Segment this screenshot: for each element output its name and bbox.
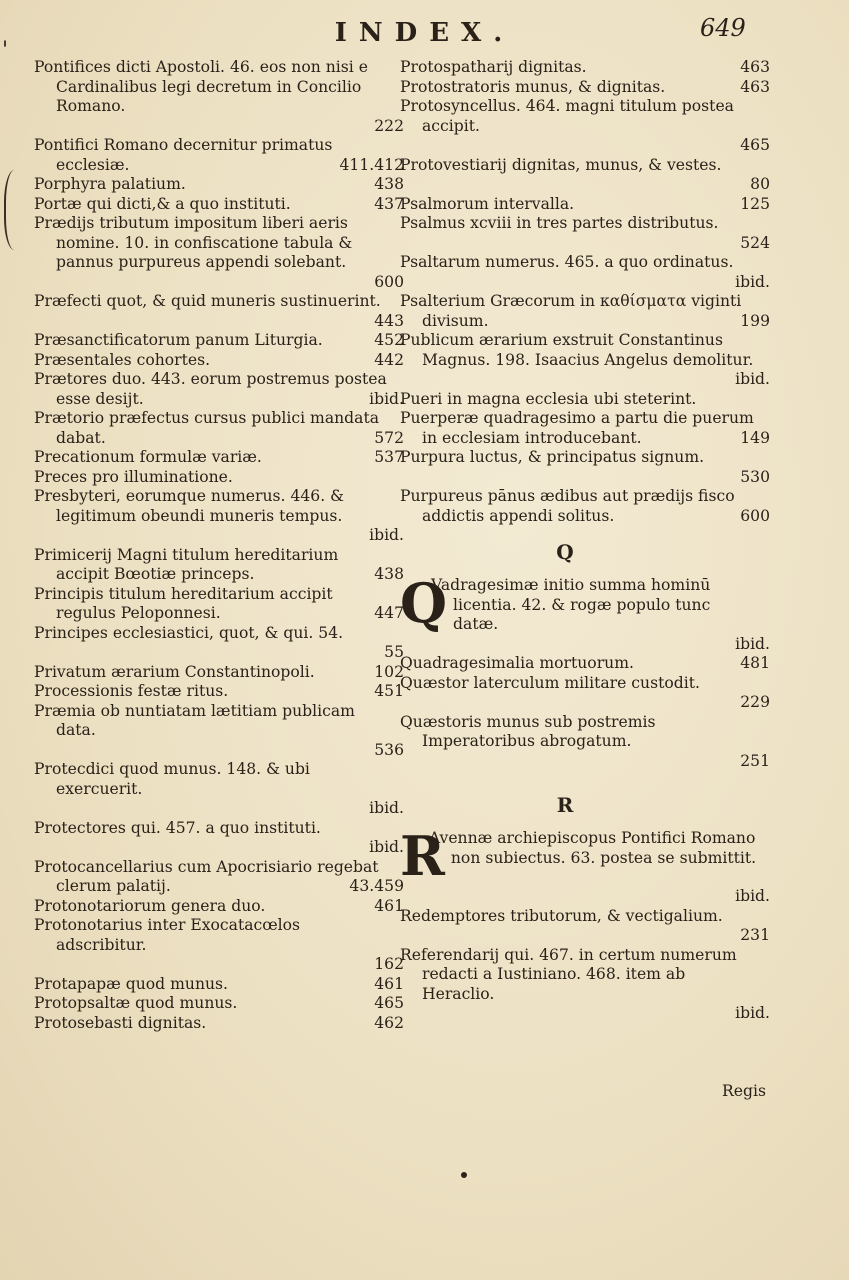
entry-text: Avennæ archiepiscopus Pontifici Romano non subiectus. 63. postea se submittit. — [428, 829, 757, 867]
index-entry — [34, 1014, 404, 1034]
entry-page-ref: 222 — [374, 116, 404, 135]
index-entry — [34, 370, 404, 409]
entry-text: Porphyra palatium. — [34, 175, 186, 193]
entry-text: Protapapæ quod munus. — [34, 974, 229, 993]
index-entry — [34, 546, 404, 585]
left-column — [34, 58, 404, 1033]
entry-page-ref: 149 — [740, 428, 770, 447]
entry-page-ref: ibid. — [735, 634, 770, 653]
entry-text: Puerperæ quadragesimo a partu die puerum in ecclesiam introducebant. — [400, 409, 754, 447]
entry-page-ref: ibid. — [735, 272, 770, 291]
entry-page-ref: ibid. — [735, 370, 770, 388]
index-entry — [400, 654, 770, 674]
margin-mark: ' — [2, 38, 9, 63]
entry-page-ref: 463 — [740, 58, 770, 76]
entry-text: Protecdici quod munus. 148. & ubi exercuerit. — [34, 760, 310, 798]
ink-dot — [461, 1172, 467, 1178]
entry-page-ref: 438 — [374, 175, 404, 193]
entry-page-ref: 199 — [740, 311, 770, 330]
entry-page-ref: 229 — [740, 693, 770, 711]
entry-text: Precationum formulæ variæ. — [34, 448, 262, 466]
entry-page-ref: 461 — [374, 974, 404, 993]
entry-page-ref: 481 — [740, 654, 770, 672]
entry-text: Quæstor laterculum militare custodit. — [400, 673, 700, 692]
entry-page-ref: 411.412 — [339, 155, 404, 174]
entry-text: Protonotariorum genera duo. — [34, 896, 266, 915]
right-column-entries — [400, 58, 770, 526]
index-entry — [34, 897, 404, 917]
index-entry — [34, 175, 404, 195]
index-entry — [34, 624, 404, 663]
entry-text: Prætores duo. 443. eorum postremus postea esse desijt. — [34, 370, 387, 408]
entry-page-ref: 463 — [740, 77, 770, 96]
index-entry — [34, 136, 404, 175]
entry-text: Protospatharij dignitas. — [400, 58, 587, 76]
index-entry — [400, 448, 770, 487]
entry-text: Portæ qui dicti,& a quo instituti. — [34, 194, 291, 213]
entry-page-ref: ibid. — [369, 799, 404, 817]
entry-page-ref: 125 — [740, 194, 770, 213]
entry-page-ref: 537 — [374, 448, 404, 466]
index-entry — [34, 916, 404, 975]
page-number: 649 — [700, 14, 746, 42]
index-entry — [400, 253, 770, 292]
index-entry — [400, 409, 770, 448]
entry-text: Purpureus pānus ædibus aut prædijs fisco addictis appendi solitus. — [400, 487, 735, 525]
index-entry — [34, 682, 404, 702]
entry-page-ref: 231 — [740, 926, 770, 944]
entry-page-ref: 451 — [374, 682, 404, 700]
index-entry — [34, 585, 404, 624]
fold-mark — [4, 170, 30, 250]
index-entry — [400, 97, 770, 156]
entry-text: Psalmorum intervalla. — [400, 194, 575, 213]
entry-page-ref: 524 — [740, 233, 770, 252]
section-letter-q: Q — [556, 540, 574, 564]
entry-page-ref: 55 — [384, 643, 404, 661]
entry-text: Redemptores tributorum, & vectigalium. — [400, 906, 723, 925]
section-q-entries — [400, 571, 770, 771]
entry-page-ref: 443 — [374, 311, 404, 330]
entry-text: Præmia ob nuntiatam lætitiam publicam data. — [34, 701, 355, 739]
index-entry — [400, 674, 770, 713]
drop-initial: R — [400, 824, 445, 888]
right-column — [400, 58, 770, 1024]
index-entry — [400, 331, 770, 390]
index-entry — [400, 390, 770, 410]
index-entry — [34, 331, 404, 351]
index-entry — [400, 824, 770, 907]
entry-text: Protopsaltæ quod munus. — [34, 994, 238, 1012]
entry-page-ref: 102 — [374, 662, 404, 681]
entry-page-ref: ibid. — [369, 838, 404, 856]
index-entry — [400, 713, 770, 772]
entry-text: Quæstoris munus sub postremis Imperatoribus abrogatum. — [400, 712, 656, 750]
index-entry — [34, 214, 404, 292]
entry-text: Principis titulum hereditarium accipit regulus Peloponnesi. — [34, 584, 333, 622]
entry-text: Psalmus xcviii in tres partes distributus. — [400, 214, 719, 232]
entry-page-ref: ibid. — [735, 887, 770, 905]
entry-text: Processionis festæ ritus. — [34, 682, 229, 700]
index-entry — [400, 487, 770, 526]
index-entry — [34, 702, 404, 761]
entry-page-ref: 465 — [374, 994, 404, 1012]
entry-text: Pueri in magna ecclesia ubi steterint. — [400, 389, 697, 408]
entry-page-ref: 80 — [750, 175, 770, 193]
index-entry — [34, 975, 404, 995]
index-entry — [34, 448, 404, 468]
index-entry — [34, 994, 404, 1014]
entry-page-ref: ibid. — [369, 389, 404, 408]
entry-text: Prætorio præfectus cursus publici mandata dabat. — [34, 409, 380, 447]
entry-text: Præsentales cohortes. — [34, 350, 211, 369]
entry-text: Psalterium Græcorum in καθίσματα viginti divisum. — [400, 292, 742, 330]
index-entry — [34, 858, 404, 897]
index-entry — [34, 195, 404, 215]
entry-page-ref: 461 — [374, 896, 404, 915]
entry-text: Protocancellarius cum Apocrisiario regebat clerum palatij. — [34, 857, 379, 895]
entry-text: Vadragesimæ initio summa hominū licentia. 42. & rogæ populo tunc datæ. — [431, 576, 711, 633]
entry-page-ref: 438 — [374, 565, 404, 583]
index-entry — [34, 468, 404, 488]
entry-page-ref: 530 — [740, 467, 770, 486]
drop-initial: Q — [400, 571, 448, 635]
index-entry — [400, 78, 770, 98]
entry-text: Protostratoris munus, & dignitas. — [400, 77, 666, 96]
entry-text: Pontifices dicti Apostoli. 46. eos non nisi e Cardinalibus legi decretum in Concilio Romano. — [34, 58, 368, 115]
entry-text: Præsanctificatorum panum Liturgia. — [34, 331, 323, 349]
index-entry — [34, 351, 404, 371]
entry-text: Principes ecclesiastici, quot, & qui. 54. — [34, 623, 344, 642]
index-entry — [34, 292, 404, 331]
index-entry — [400, 156, 770, 195]
entry-text: Protectores qui. 457. a quo instituti. — [34, 818, 321, 837]
entry-text: Prædijs tributum impositum liberi aeris nomine. 10. in confiscatione tabula & pannus purpureus appendi solebant. — [34, 214, 353, 271]
index-entry — [34, 663, 404, 683]
entry-text: Preces pro illuminatione. — [34, 467, 233, 486]
entry-text: Privatum ærarium Constantinopoli. — [34, 662, 315, 681]
entry-text: Presbyteri, eorumque numerus. 446. & legitimum obeundi muneris tempus. — [34, 487, 345, 525]
index-entry — [400, 58, 770, 78]
entry-page-ref: 251 — [740, 751, 770, 770]
index-entry — [400, 292, 770, 331]
index-entry — [34, 58, 404, 136]
index-entry — [400, 946, 770, 1024]
page-title: INDEX. — [334, 18, 515, 48]
entry-page-ref: 162 — [374, 955, 404, 973]
index-entry — [34, 487, 404, 546]
entry-text: Psaltarum numerus. 465. a quo ordinatus. — [400, 253, 734, 271]
entry-page-ref: ibid. — [735, 1004, 770, 1022]
entry-page-ref: 600 — [374, 272, 404, 291]
entry-text: Primicerij Magni titulum hereditarium accipit Bœotiæ princeps. — [34, 545, 339, 583]
entry-text: Protosyncellus. 464. magni titulum postea accipit. — [400, 97, 734, 135]
index-entry — [400, 907, 770, 946]
entry-page-ref: 465 — [740, 136, 770, 154]
entry-page-ref: 452 — [374, 331, 404, 349]
entry-text: Quadragesimalia mortuorum. — [400, 654, 634, 672]
index-entry — [400, 571, 770, 654]
index-entry — [400, 214, 770, 253]
entry-text: Publicum ærarium exstruit Constantinus Magnus. 198. Isaacius Angelus demolitur. — [400, 331, 754, 369]
entry-text: Pontifici Romano decernitur primatus ecclesiæ. — [34, 136, 333, 174]
entry-text: Protonotarius inter Exocatacœlos adscribitur. — [34, 916, 301, 954]
index-entry — [34, 819, 404, 858]
section-r-entries — [400, 824, 770, 1024]
index-entry — [34, 409, 404, 448]
entry-text: Præfecti quot, & quid muneris sustinuerint. — [34, 292, 381, 310]
index-entry — [400, 195, 770, 215]
entry-page-ref: 43.459 — [349, 877, 404, 895]
entry-page-ref: 447 — [374, 604, 404, 622]
section-letter-r: R — [556, 793, 574, 817]
entry-page-ref: ibid. — [369, 526, 404, 544]
entry-page-ref: 462 — [374, 1013, 404, 1032]
entry-page-ref: 536 — [374, 740, 404, 759]
entry-page-ref: 600 — [740, 506, 770, 525]
entry-text: Referendarij qui. 467. in certum numerum redacti a Iustiniano. 468. item ab Heraclio. — [400, 945, 737, 1003]
catchword: Regis — [722, 1082, 766, 1100]
entry-text: Protovestiarij dignitas, munus, & vestes. — [400, 155, 722, 174]
entry-text: Purpura luctus, & principatus signum. — [400, 448, 705, 466]
entry-page-ref: 572 — [374, 428, 404, 447]
index-entry — [34, 760, 404, 819]
entry-page-ref: 442 — [374, 350, 404, 369]
entry-text: Protosebasti dignitas. — [34, 1013, 207, 1032]
entry-page-ref: 437 — [374, 194, 404, 213]
